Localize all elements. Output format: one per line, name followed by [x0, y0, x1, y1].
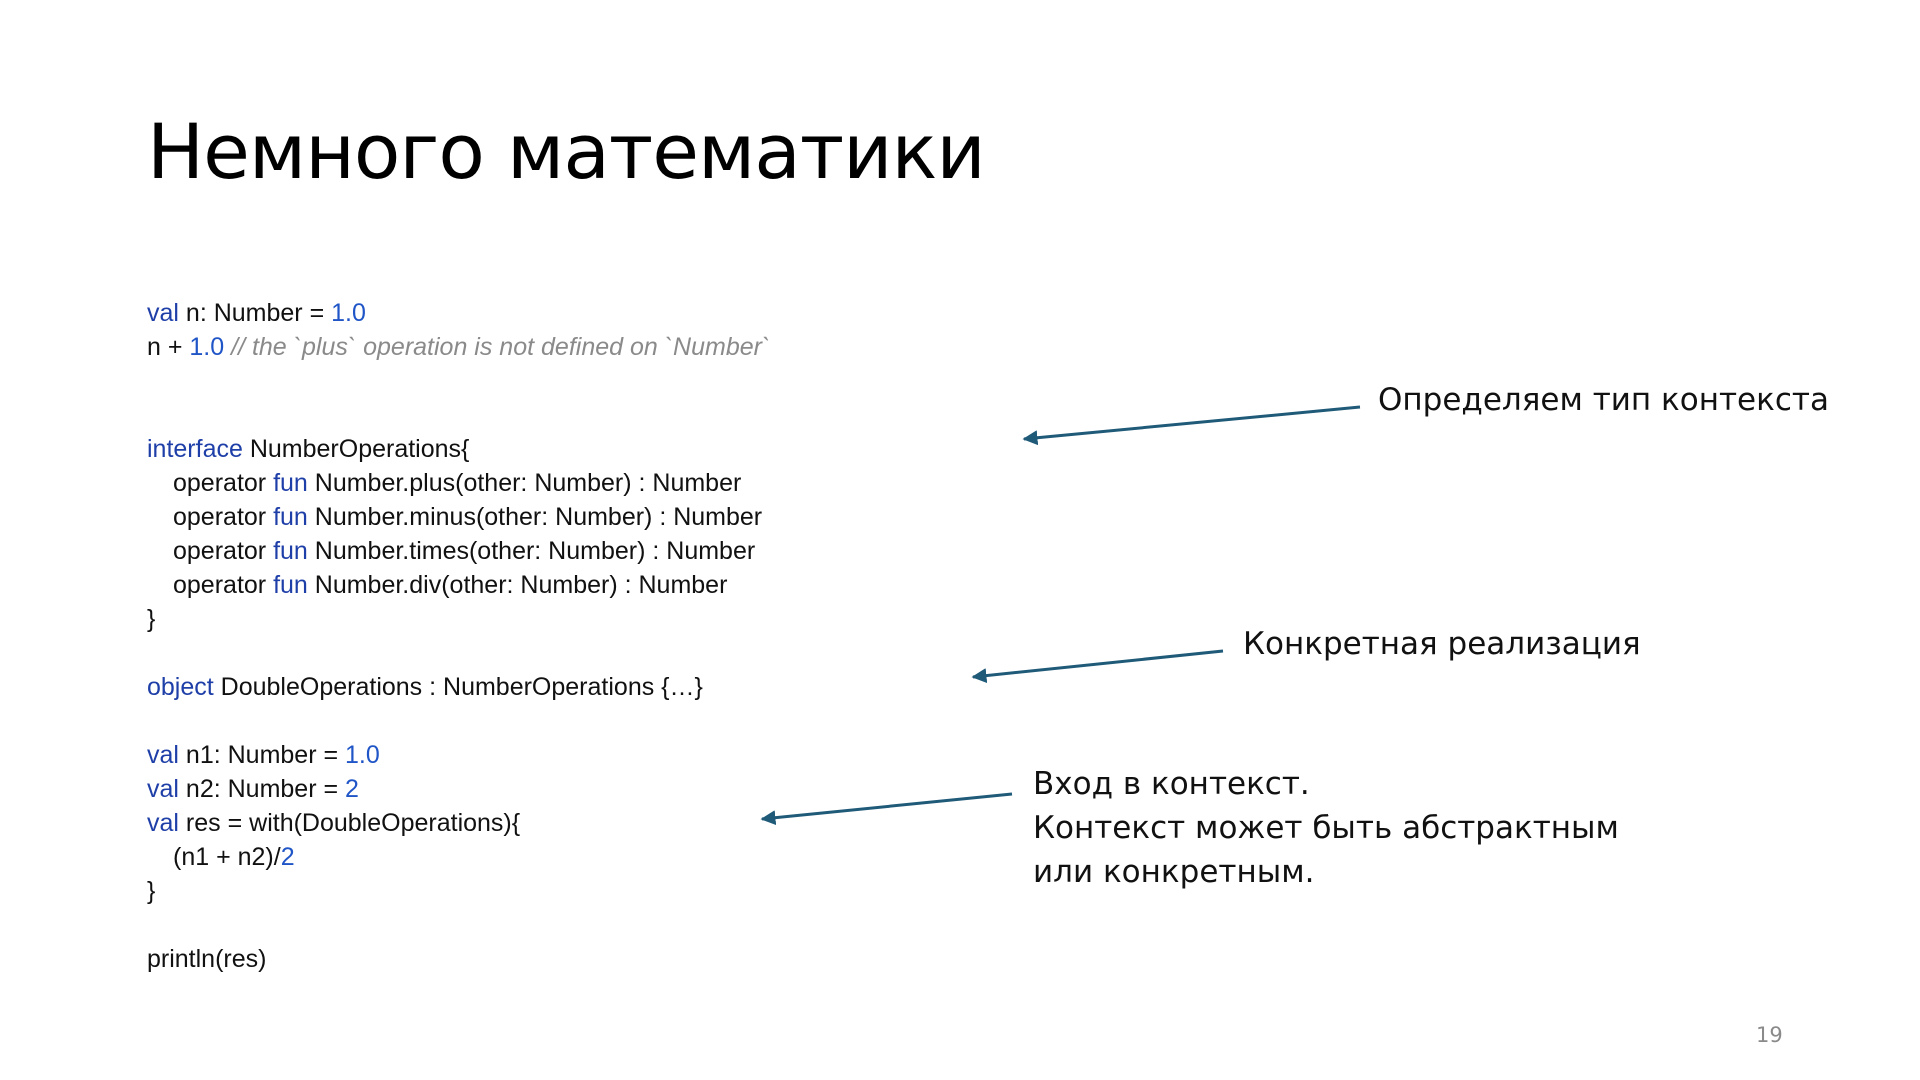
- code-keyword: object: [147, 673, 214, 701]
- code-blank-line: [147, 704, 770, 738]
- code-keyword: val: [147, 741, 179, 769]
- code-line: [147, 738, 770, 772]
- code-keyword: fun: [273, 571, 308, 599]
- code-text: operator: [173, 503, 274, 531]
- page-number: 19: [1756, 1023, 1783, 1047]
- code-line: [147, 942, 770, 976]
- code-text: Number.plus(other: Number) : Number: [307, 469, 742, 497]
- code-text: operator: [173, 537, 274, 565]
- annotation-enter-context: [1033, 762, 1619, 894]
- arrow-left-icon: [1024, 407, 1360, 439]
- code-text: operator: [173, 469, 274, 497]
- annotation-concrete-implementation: Конкретная реализация: [1243, 626, 1641, 662]
- code-line: [147, 806, 770, 840]
- arrow-left-icon: [762, 794, 1012, 819]
- code-text: n1: Number =: [178, 741, 346, 769]
- code-line: [147, 432, 770, 466]
- arrow-left-icon: [973, 651, 1223, 677]
- code-text: Number.minus(other: Number) : Number: [307, 503, 763, 531]
- code-text: }: [147, 877, 156, 905]
- code-blank-line: [147, 398, 770, 432]
- code-blank-line: [147, 364, 770, 398]
- code-line: [147, 500, 770, 534]
- code-line: [147, 568, 770, 602]
- code-keyword: interface: [147, 435, 243, 463]
- code-text: n2: Number =: [178, 775, 346, 803]
- code-keyword: val: [147, 299, 179, 327]
- code-number: 1.0: [189, 333, 225, 361]
- code-line: [147, 296, 770, 330]
- code-line: [147, 534, 770, 568]
- code-text: println(res): [147, 945, 267, 973]
- code-number: 2: [280, 843, 295, 871]
- code-line: [147, 466, 770, 500]
- code-line: [147, 840, 770, 874]
- code-keyword: val: [147, 775, 179, 803]
- code-block: [147, 296, 770, 976]
- code-number: 2: [345, 775, 359, 803]
- annotation-context-type: Определяем тип контекста: [1378, 382, 1829, 418]
- code-text: (n1 + n2)/: [173, 843, 281, 871]
- code-blank-line: [147, 908, 770, 942]
- code-keyword: fun: [273, 537, 308, 565]
- code-line: [147, 874, 770, 908]
- code-line: [147, 330, 770, 364]
- code-number: 1.0: [345, 741, 380, 769]
- slide-title: Немного математики: [147, 107, 985, 196]
- code-number: 1.0: [331, 299, 366, 327]
- code-line: [147, 772, 770, 806]
- code-text: Number.times(other: Number) : Number: [307, 537, 756, 565]
- code-line: [147, 602, 770, 636]
- annotation-line: Контекст может быть абстрактным: [1033, 810, 1619, 846]
- code-blank-line: [147, 636, 770, 670]
- annotation-line: Вход в контекст.: [1033, 766, 1310, 802]
- code-text: DoubleOperations : NumberOperations {…}: [213, 673, 703, 701]
- code-text: Number.div(other: Number) : Number: [307, 571, 728, 599]
- code-text: NumberOperations{: [242, 435, 470, 463]
- code-comment: // the `plus` operation is not defined on `Number`: [224, 333, 771, 361]
- code-text: n +: [147, 333, 190, 361]
- code-text: operator: [173, 571, 274, 599]
- code-keyword: val: [147, 809, 179, 837]
- code-keyword: fun: [273, 503, 308, 531]
- code-text: n: Number =: [178, 299, 332, 327]
- code-line: [147, 670, 770, 704]
- code-text: res = with(DoubleOperations){: [178, 809, 521, 837]
- code-text: }: [147, 605, 156, 633]
- annotation-line: или конкретным.: [1033, 854, 1315, 890]
- code-keyword: fun: [273, 469, 308, 497]
